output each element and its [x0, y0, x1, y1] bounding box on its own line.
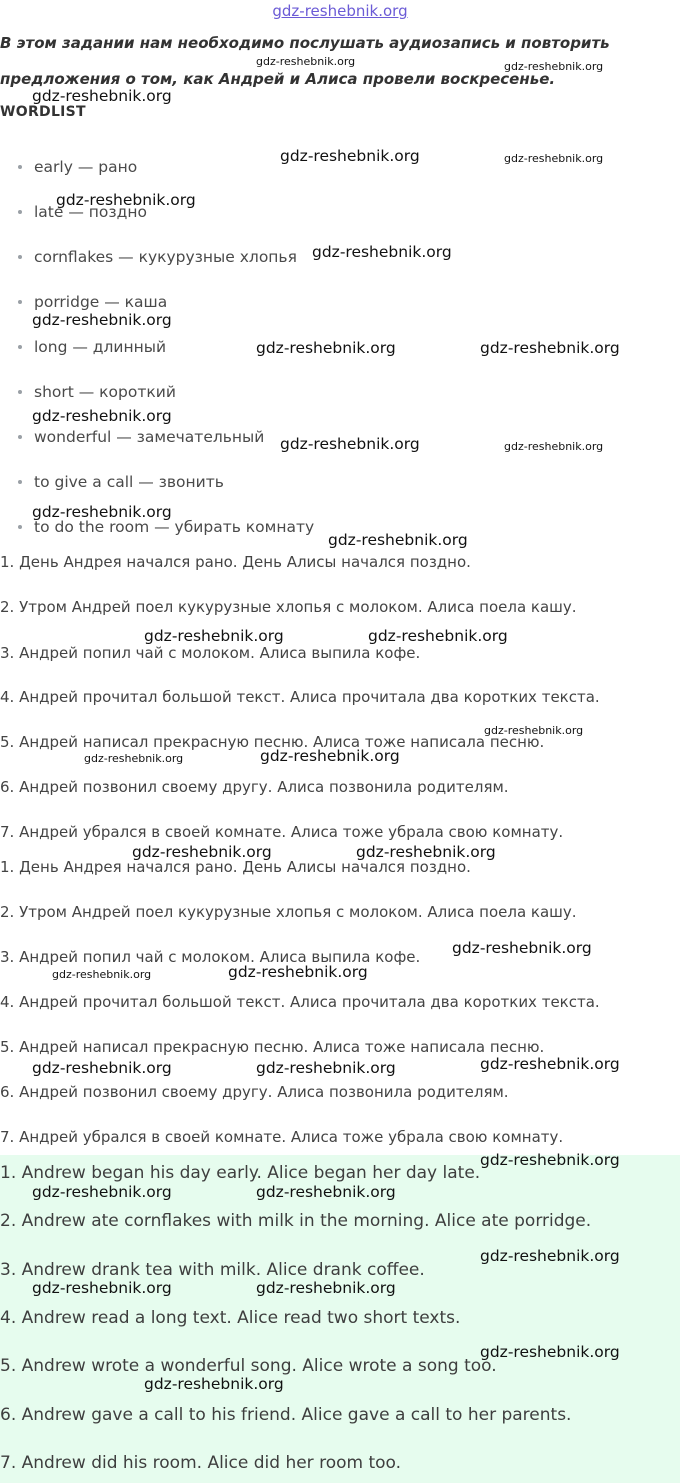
bullet-icon — [18, 390, 22, 394]
watermark: gdz-reshebnik.org — [56, 191, 196, 209]
watermark: gdz-reshebnik.org — [256, 1183, 396, 1201]
intro-line-2: предложения о том, как Андрей и Алиса провели воскресенье. — [0, 70, 556, 88]
bullet-icon — [18, 300, 22, 304]
list-item: short — короткий — [18, 383, 176, 401]
watermark: gdz-reshebnik.org — [32, 503, 172, 521]
bullet-icon — [18, 165, 22, 169]
sentence-ru: 6. Андрей позвонил своему другу. Алиса позвонила родителям. — [0, 1083, 509, 1101]
list-item: cornflakes — кукурузные хлопья — [18, 248, 297, 266]
watermark: gdz-reshebnik.org — [52, 968, 152, 981]
watermark: gdz-reshebnik.org — [504, 152, 604, 165]
watermark: gdz-reshebnik.org — [312, 243, 452, 261]
watermark: gdz-reshebnik.org — [32, 1059, 172, 1077]
watermark: gdz-reshebnik.org — [32, 407, 172, 425]
wordlist-title: WORDLIST — [0, 104, 86, 120]
watermark: gdz-reshebnik.org — [480, 1151, 620, 1169]
list-item: early — рано — [18, 158, 137, 176]
list-item: to give a call — звонить — [18, 473, 224, 491]
bullet-icon — [18, 255, 22, 259]
sentence-en: 6. Andrew gave a call to his friend. Alice gave a call to her parents. — [0, 1405, 572, 1425]
list-item: wonderful — замечательный — [18, 428, 264, 446]
watermark: gdz-reshebnik.org — [480, 1343, 620, 1361]
watermark: gdz-reshebnik.org — [144, 627, 284, 645]
sentence-en: 2. Andrew ate cornflakes with milk in the morning. Alice ate porridge. — [0, 1211, 592, 1231]
list-item: late — поздно — [18, 203, 147, 221]
watermark: gdz-reshebnik.org — [452, 939, 592, 957]
sentence-ru: 5. Андрей написал прекрасную песню. Алиса тоже написала песню. — [0, 733, 545, 751]
watermark: gdz-reshebnik.org — [144, 1375, 284, 1393]
sentence-en: 3. Andrew drank tea with milk. Alice drank coffee. — [0, 1260, 425, 1280]
watermark: gdz-reshebnik.org — [260, 747, 400, 765]
watermark: gdz-reshebnik.org — [256, 1059, 396, 1077]
sentence-ru: 4. Андрей прочитал большой текст. Алиса прочитала два коротких текста. — [0, 688, 600, 706]
watermark: gdz-reshebnik.org — [32, 1183, 172, 1201]
sentence-en: 7. Andrew did his room. Alice did her room too. — [0, 1453, 402, 1473]
sentence-en: 1. Andrew began his day early. Alice began her day late. — [0, 1163, 481, 1183]
sentence-ru: 5. Андрей написал прекрасную песню. Алиса тоже написала песню. — [0, 1038, 545, 1056]
sentence-ru: 6. Андрей позвонил своему другу. Алиса позвонила родителям. — [0, 778, 509, 796]
watermark: gdz-reshebnik.org — [84, 752, 184, 765]
watermark: gdz-reshebnik.org — [480, 1055, 620, 1073]
sentence-ru: 3. Андрей попил чай с молоком. Алиса выпила кофе. — [0, 644, 421, 662]
sentence-ru: 1. День Андрея начался рано. День Алисы начался поздно. — [0, 858, 471, 876]
list-item: long — длинный — [18, 338, 166, 356]
watermark: gdz-reshebnik.org — [504, 60, 604, 73]
watermark: gdz-reshebnik.org — [32, 87, 172, 105]
list-item: to do the room — убирать комнату — [18, 518, 314, 536]
watermark: gdz-reshebnik.org — [280, 435, 420, 453]
bullet-icon — [18, 210, 22, 214]
sentence-en: 5. Andrew wrote a wonderful song. Alice wrote a song too. — [0, 1356, 497, 1376]
watermark: gdz-reshebnik.org — [228, 963, 368, 981]
watermark: gdz-reshebnik.org — [32, 1279, 172, 1297]
bullet-icon — [18, 345, 22, 349]
bullet-icon — [18, 480, 22, 484]
watermark: gdz-reshebnik.org — [256, 55, 356, 68]
bullet-icon — [18, 435, 22, 439]
bullet-icon — [18, 525, 22, 529]
site-link[interactable]: gdz-reshebnik.org — [272, 2, 408, 20]
sentence-ru: 7. Андрей убрался в своей комнате. Алиса тоже убрала свою комнату. — [0, 823, 564, 841]
intro-line-1: В этом задании нам необходимо послушать аудиозапись и повторить — [0, 34, 610, 52]
sentence-ru: 3. Андрей попил чай с молоком. Алиса выпила кофе. — [0, 948, 421, 966]
sentence-ru: 2. Утром Андрей поел кукурузные хлопья с молоком. Алиса поела кашу. — [0, 903, 577, 921]
sentence-en: 4. Andrew read a long text. Alice read two short texts. — [0, 1308, 461, 1328]
watermark: gdz-reshebnik.org — [256, 1279, 396, 1297]
sentence-ru: 4. Андрей прочитал большой текст. Алиса прочитала два коротких текста. — [0, 993, 600, 1011]
watermark: gdz-reshebnik.org — [256, 339, 396, 357]
watermark: gdz-reshebnik.org — [480, 339, 620, 357]
watermark: gdz-reshebnik.org — [480, 1247, 620, 1265]
watermark: gdz-reshebnik.org — [132, 843, 272, 861]
sentence-ru: 7. Андрей убрался в своей комнате. Алиса тоже убрала свою комнату. — [0, 1128, 564, 1146]
sentence-ru: 2. Утром Андрей поел кукурузные хлопья с молоком. Алиса поела кашу. — [0, 598, 577, 616]
watermark: gdz-reshebnik.org — [32, 311, 172, 329]
watermark: gdz-reshebnik.org — [280, 147, 420, 165]
watermark: gdz-reshebnik.org — [356, 843, 496, 861]
watermark: gdz-reshebnik.org — [504, 440, 604, 453]
sentence-ru: 1. День Андрея начался рано. День Алисы начался поздно. — [0, 553, 471, 571]
list-item: porridge — каша — [18, 293, 167, 311]
watermark: gdz-reshebnik.org — [368, 627, 508, 645]
watermark: gdz-reshebnik.org — [484, 724, 584, 737]
watermark: gdz-reshebnik.org — [328, 531, 468, 549]
